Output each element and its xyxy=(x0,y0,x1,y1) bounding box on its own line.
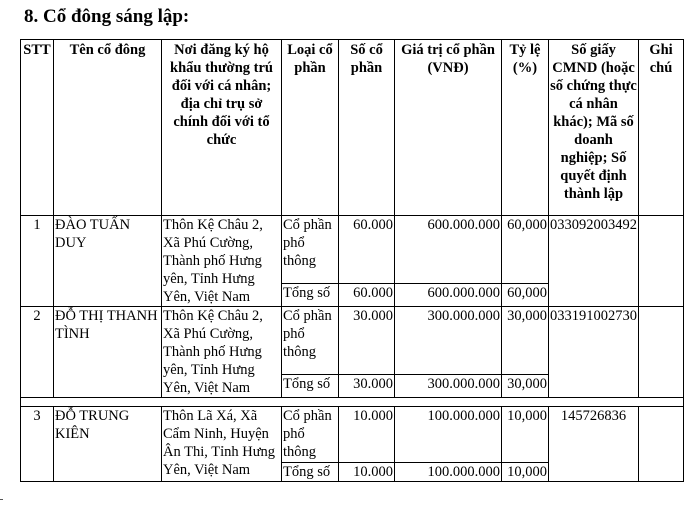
table-row xyxy=(21,307,684,375)
header-id-doc: Số giấy CMND (hoặc số chứng thực cá nhân khác); Mã số doanh nghiệp; Số quyết định thành lập xyxy=(549,40,639,216)
cell-total-value: 600.000.000 xyxy=(395,283,502,306)
page-break-gap xyxy=(21,398,684,407)
cell-total-ratio: 10,000 xyxy=(502,463,549,482)
header-value: Giá trị cổ phần (VNĐ) xyxy=(395,40,502,216)
header-ratio: Tỷ lệ (%) xyxy=(502,40,549,216)
cell-address: Thôn Lã Xá, Xã Cẩm Ninh, Huyện Ân Thi, Tỉnh Hưng Yên, Việt Nam xyxy=(162,407,282,482)
cell-name: ĐỖ TRUNG KIÊN xyxy=(54,407,162,482)
page-margin-mark xyxy=(0,499,3,500)
cell-total-value: 100.000.000 xyxy=(395,463,502,482)
header-name: Tên cổ đông xyxy=(54,40,162,216)
founding-shareholders-table xyxy=(20,39,684,482)
cell-share-count: 10.000 xyxy=(339,407,395,463)
cell-share-count: 30.000 xyxy=(339,307,395,375)
cell-ratio: 30,000 xyxy=(502,307,549,375)
cell-total-value: 300.000.000 xyxy=(395,374,502,397)
header-stt: STT xyxy=(21,40,54,216)
cell-share-count: 60.000 xyxy=(339,216,395,284)
header-note: Ghi chú xyxy=(639,40,684,216)
header-row xyxy=(21,40,684,216)
header-share-count: Số cổ phần xyxy=(339,40,395,216)
cell-share-type: Cổ phần phổ thông xyxy=(282,407,339,463)
section-title: 8. Cổ đông sáng lập: xyxy=(24,6,190,27)
cell-total-label: Tổng số xyxy=(282,283,339,306)
cell-share-type: Cổ phần phổ thông xyxy=(282,216,339,284)
cell-ratio: 60,000 xyxy=(502,216,549,284)
cell-address: Thôn Kệ Châu 2, Xã Phú Cường, Thành phố Hưng yên, Tỉnh Hưng Yên, Việt Nam xyxy=(162,216,282,307)
cell-total-ratio: 60,000 xyxy=(502,283,549,306)
cell-stt: 2 xyxy=(21,307,54,398)
cell-note xyxy=(639,307,684,398)
cell-value: 100.000.000 xyxy=(395,407,502,463)
table-row xyxy=(21,407,684,463)
cell-value: 600.000.000 xyxy=(395,216,502,284)
cell-id: 033191002730 xyxy=(549,307,639,398)
cell-total-count: 30.000 xyxy=(339,374,395,397)
cell-note xyxy=(639,407,684,482)
cell-stt: 3 xyxy=(21,407,54,482)
cell-id: 145726836 xyxy=(549,407,639,482)
cell-total-ratio: 30,000 xyxy=(502,374,549,397)
cell-total-label: Tổng số xyxy=(282,374,339,397)
cell-name: ĐÀO TUẤN DUY xyxy=(54,216,162,307)
cell-share-type: Cổ phần phổ thông xyxy=(282,307,339,375)
header-address: Nơi đăng ký hộ khẩu thường trú đối với cá nhân; địa chỉ trụ sở chính đối với tổ chức xyxy=(162,40,282,216)
cell-note xyxy=(639,216,684,307)
cell-value: 300.000.000 xyxy=(395,307,502,375)
cell-name: ĐỖ THỊ THANH TÌNH xyxy=(54,307,162,398)
cell-total-count: 10.000 xyxy=(339,463,395,482)
cell-ratio: 10,000 xyxy=(502,407,549,463)
header-share-type: Loại cổ phần xyxy=(282,40,339,216)
cell-total-label: Tổng số xyxy=(282,463,339,482)
cell-address: Thôn Kệ Châu 2, Xã Phú Cường, Thành phố Hưng yên, Tỉnh Hưng Yên, Việt Nam xyxy=(162,307,282,398)
table-row xyxy=(21,216,684,284)
cell-id: 033092003492 xyxy=(549,216,639,307)
cell-total-count: 60.000 xyxy=(339,283,395,306)
cell-stt: 1 xyxy=(21,216,54,307)
